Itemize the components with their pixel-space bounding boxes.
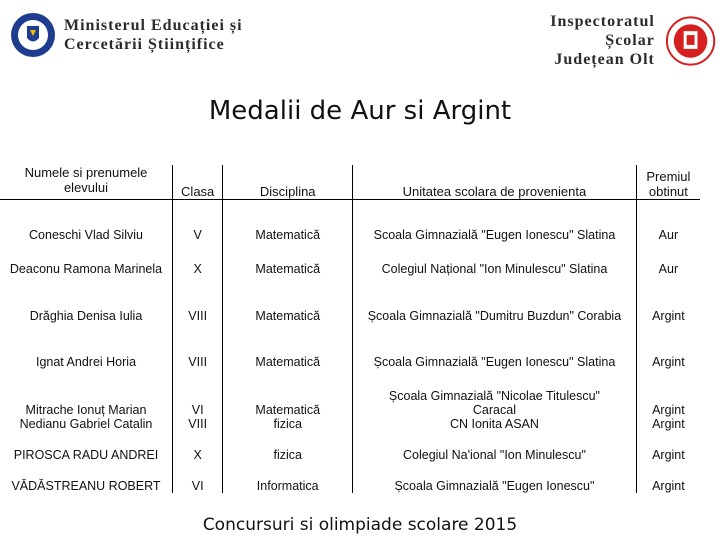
cell-unitatea: Școala Gimnazială "Dumitru Buzdun" Corabia <box>353 276 637 323</box>
header-unitatea: Unitatea scolara de provenienta <box>353 165 637 200</box>
cell-name <box>0 369 173 431</box>
table-row <box>0 431 700 462</box>
cell-clasa-line: VIII <box>188 417 208 431</box>
inspectorate-line2: Județean Olt <box>554 51 655 68</box>
cell-disciplina-line: fizica <box>273 417 302 431</box>
cell-unitatea: Colegiul Național "Ion Minulescu" Slatina <box>353 242 637 276</box>
ministry-line1: Ministerul Educației și <box>64 17 243 34</box>
cell-name-line: Nedianu Gabriel Catalin <box>19 417 153 431</box>
ministry-name <box>64 16 243 54</box>
ministry-line2: Cercetării Științifice <box>64 36 225 53</box>
table-row <box>0 276 700 323</box>
cell-clasa: V <box>173 200 223 243</box>
cell-clasa: VIII <box>173 276 223 323</box>
cell-disciplina <box>223 369 353 431</box>
footer-caption: Concursuri si olimpiade scolare 2015 <box>202 515 518 535</box>
isj-olt-logo-icon <box>661 13 720 69</box>
inspectorate-name <box>498 12 655 69</box>
cell-disciplina-line: Matematică <box>255 403 321 417</box>
cell-disciplina: Matematică <box>223 276 353 323</box>
cell-disciplina: Informatica <box>223 462 353 493</box>
cell-name-line: Mitrache Ionuț Marian <box>25 403 147 417</box>
cell-clasa <box>173 369 223 431</box>
table-row <box>0 323 700 369</box>
cell-unitatea: Școala Gimnazială "Eugen Ionescu" <box>353 462 637 493</box>
cell-premiul-line: Argint <box>652 403 685 417</box>
medals-table <box>0 165 700 493</box>
cell-unitatea-line: CN Ionita ASAN <box>449 417 539 431</box>
cell-premiul: Argint <box>652 448 685 462</box>
cell-name: Deaconu Ramona Marinela <box>0 242 173 276</box>
cell-unitatea: Colegiul Na'ional "Ion Minulescu" <box>353 431 637 462</box>
cell-premiul <box>636 369 700 431</box>
cell-clasa-line: VI <box>191 403 204 417</box>
header-premiul: Premiul obtinut <box>636 165 700 200</box>
cell-unitatea: Școala Gimnazială "Eugen Ionescu" Slatina <box>353 323 637 369</box>
table-row <box>0 462 700 493</box>
table-header-row <box>0 165 700 200</box>
header-clasa: Clasa <box>173 165 223 200</box>
cell-premiul: Argint <box>652 355 685 369</box>
cell-premiul: Aur <box>658 228 679 242</box>
cell-disciplina: Matematică <box>223 242 353 276</box>
page-title: Medalii de Aur si Argint <box>208 96 512 126</box>
table-row <box>0 242 700 276</box>
cell-clasa: VI <box>173 462 223 493</box>
cell-unitatea-line: Caracal <box>472 403 516 417</box>
cell-unitatea: Scoala Gimnazială "Eugen Ionescu" Slatina <box>353 200 637 243</box>
cell-name: Ignat Andrei Horia <box>0 323 173 369</box>
romania-government-seal-icon <box>10 12 56 58</box>
cell-clasa: X <box>173 242 223 276</box>
cell-name: Coneschi Vlad Silviu <box>0 200 173 243</box>
table-row <box>0 369 700 431</box>
cell-disciplina: fizica <box>223 431 353 462</box>
inspectorate-header <box>498 12 720 69</box>
ministry-header <box>10 12 243 58</box>
cell-name: Drăghia Denisa Iulia <box>0 276 173 323</box>
inspectorate-line1: Inspectoratul Școlar <box>550 13 655 49</box>
cell-premiul: Argint <box>652 309 685 323</box>
cell-premiul: Aur <box>658 262 679 276</box>
cell-clasa: VIII <box>173 323 223 369</box>
cell-clasa: X <box>173 431 223 462</box>
header-disciplina: Disciplina <box>223 165 353 200</box>
cell-unitatea <box>353 369 637 431</box>
cell-premiul: Argint <box>652 479 685 493</box>
cell-name: PIROSCA RADU ANDREI <box>0 431 173 462</box>
table-row <box>0 200 700 243</box>
header-name: Numele si prenumele elevului <box>0 165 173 200</box>
cell-disciplina: Matematică <box>223 323 353 369</box>
cell-premiul-line: Argint <box>652 417 685 431</box>
cell-name: VĂDĂSTREANU ROBERT <box>0 462 173 493</box>
cell-disciplina: Matematică <box>223 200 353 243</box>
cell-unitatea-line: Școala Gimnazială "Nicolae Titulescu" <box>388 389 600 403</box>
